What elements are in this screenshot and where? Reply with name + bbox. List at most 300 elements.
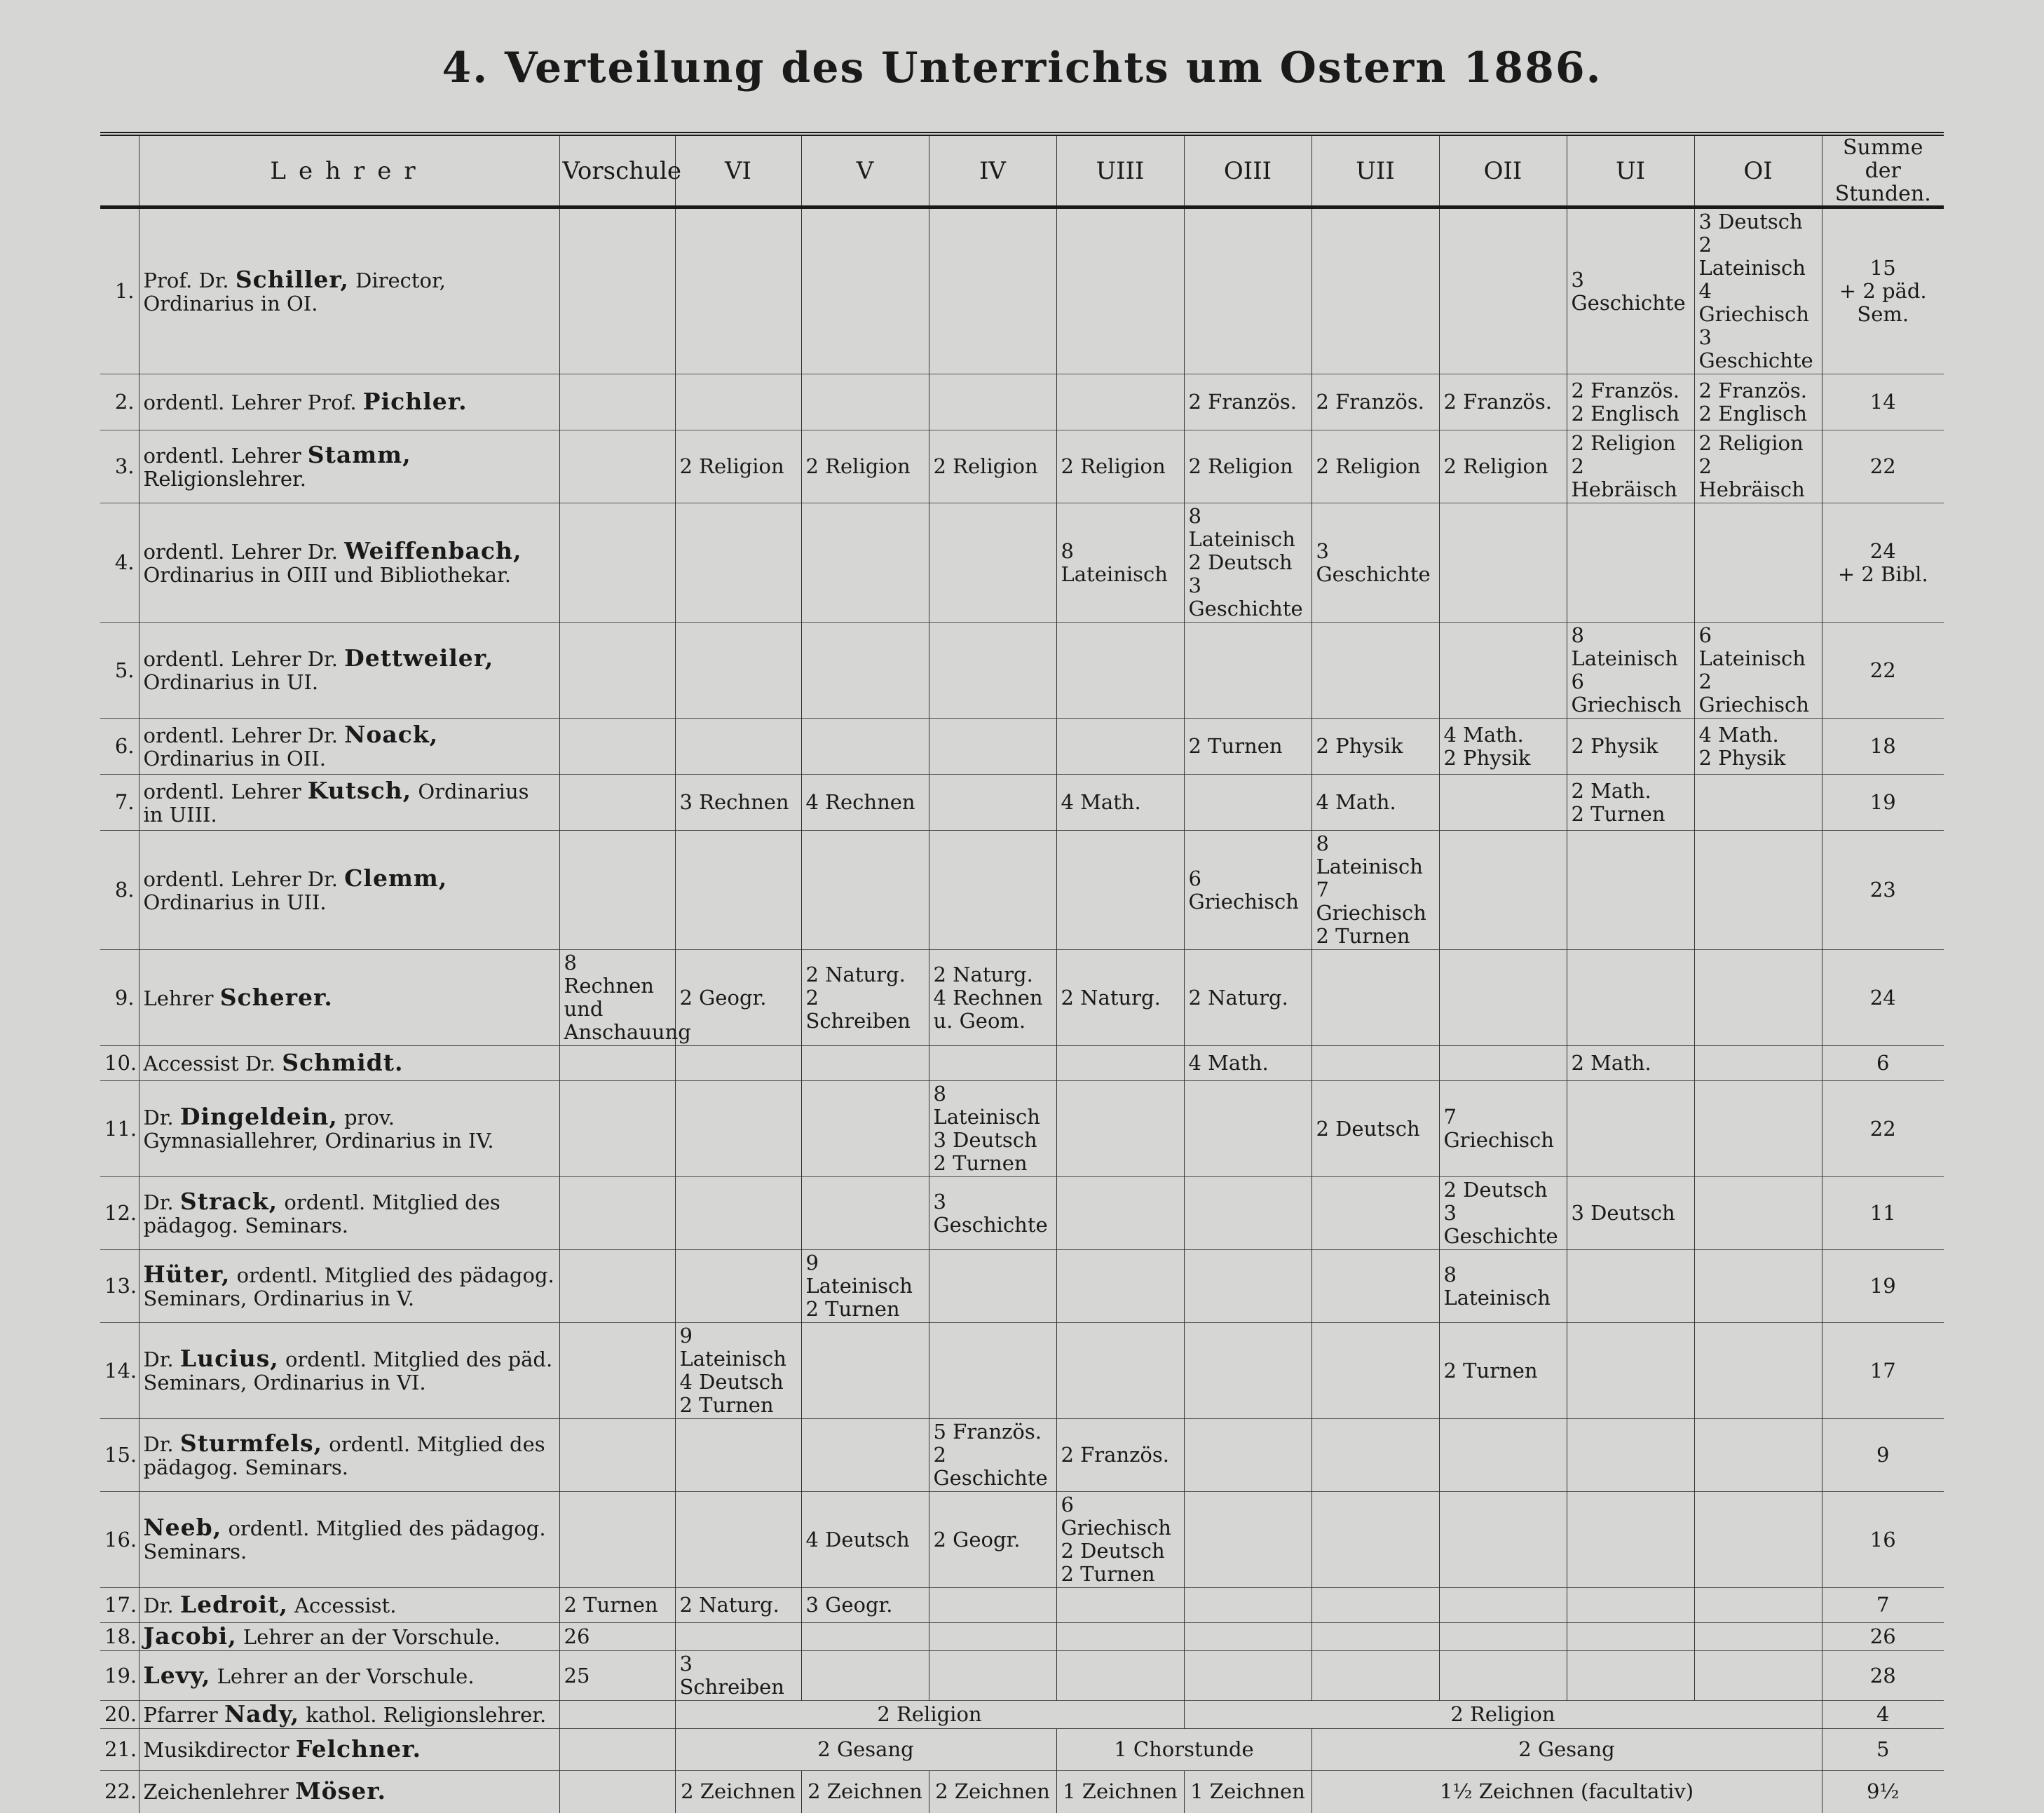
lesson-cell: [1567, 1492, 1694, 1588]
lesson-cell: 6 Griechisch: [1184, 831, 1311, 950]
lesson-cell: [675, 1081, 801, 1177]
lesson-cell: [801, 208, 929, 374]
lesson-cell: 1 Chorstunde: [1056, 1729, 1311, 1771]
lesson-cell: [1311, 1177, 1439, 1250]
hours-total: 15 + 2 päd. Sem.: [1822, 208, 1944, 374]
teacher-cell: [139, 719, 559, 775]
table-row: [100, 208, 1944, 374]
row-number: 11.: [100, 1081, 139, 1177]
lesson-cell: [1694, 831, 1822, 950]
lesson-cell: 2 Gesang: [1311, 1729, 1822, 1771]
teacher-description: ordentl. Mitglied des pädagog. Seminars.: [143, 1190, 500, 1237]
hours-total: 19: [1822, 775, 1944, 831]
lesson-cell: 3 Deutsch 2 Lateinisch 4 Griechisch 3 Geschichte: [1694, 208, 1822, 374]
teacher-cell: [139, 831, 559, 950]
lesson-cell: 2 Math.: [1567, 1046, 1694, 1081]
teacher-name: Weiffenbach,: [344, 536, 522, 564]
row-number: 18.: [100, 1623, 139, 1651]
lesson-cell: [929, 775, 1056, 831]
teacher-prefix: ordentl. Lehrer Dr.: [143, 723, 338, 747]
teacher-name: Pichler.: [362, 388, 468, 415]
lesson-cell: [1056, 623, 1184, 719]
lesson-cell: [1439, 950, 1567, 1046]
lesson-cell: [1184, 775, 1311, 831]
teacher-name: Möser.: [295, 1777, 387, 1805]
lesson-cell: [675, 831, 801, 950]
lesson-cell: [929, 1623, 1056, 1651]
lesson-cell: [559, 1729, 675, 1771]
lesson-cell: [1439, 1419, 1567, 1492]
teacher-prefix: Pfarrer: [143, 1703, 218, 1727]
lesson-cell: [675, 374, 801, 430]
column-header: VI: [675, 134, 801, 208]
lesson-cell: [1694, 1419, 1822, 1492]
lesson-cell: 2 Religion: [675, 1701, 1184, 1729]
lesson-cell: 2 Religion: [1184, 1701, 1822, 1729]
teacher-description: Director, Ordinarius in OI.: [143, 268, 446, 315]
lesson-cell: 2 Religion: [801, 430, 929, 503]
column-header: UI: [1567, 134, 1694, 208]
row-number: 12.: [100, 1177, 139, 1250]
lesson-cell: [559, 208, 675, 374]
table-row: [100, 1701, 1944, 1729]
teacher-cell: [139, 430, 559, 503]
lesson-cell: 2 Französ. 2 Englisch: [1567, 374, 1694, 430]
table-row: [100, 1771, 1944, 1813]
lesson-cell: [1567, 1081, 1694, 1177]
lesson-cell: 2 Französ.: [1439, 374, 1567, 430]
teacher-cell: [139, 1588, 559, 1623]
lesson-cell: [1311, 1651, 1439, 1701]
lesson-cell: [929, 1588, 1056, 1623]
lesson-cell: [1311, 1046, 1439, 1081]
teacher-cell: [139, 623, 559, 719]
lesson-cell: [559, 1081, 675, 1177]
lesson-cell: 9 Lateinisch 4 Deutsch 2 Turnen: [675, 1323, 801, 1419]
lesson-cell: [1056, 831, 1184, 950]
lesson-cell: [801, 1651, 929, 1701]
lesson-cell: 5 Französ. 2 Geschichte: [929, 1419, 1056, 1492]
teacher-cell: [139, 1701, 559, 1729]
lesson-cell: 2 Religion: [1311, 430, 1439, 503]
lesson-cell: [801, 1419, 929, 1492]
hours-total: 6: [1822, 1046, 1944, 1081]
teacher-prefix: ordentl. Lehrer Dr.: [143, 647, 338, 671]
lesson-cell: [1439, 503, 1567, 623]
row-number: 20.: [100, 1701, 139, 1729]
lesson-cell: [675, 503, 801, 623]
lesson-cell: [559, 1771, 675, 1813]
page-title: 4. Verteilung des Unterrichts um Ostern 1886.: [442, 43, 1602, 93]
teacher-cell: [139, 1250, 559, 1323]
table-row: [100, 1651, 1944, 1701]
lesson-cell: [559, 1046, 675, 1081]
teacher-cell: [139, 1177, 559, 1250]
lesson-cell: [559, 775, 675, 831]
table-row: [100, 374, 1944, 430]
lesson-cell: [1184, 1419, 1311, 1492]
lesson-cell: [1439, 1588, 1567, 1623]
teacher-name: Felchner.: [295, 1735, 421, 1763]
lesson-cell: 2 Französ.: [1311, 374, 1439, 430]
teacher-cell: [139, 503, 559, 623]
lesson-cell: [1056, 1046, 1184, 1081]
lesson-cell: [1567, 1250, 1694, 1323]
lesson-cell: [1184, 1081, 1311, 1177]
teacher-name: Schiller,: [235, 265, 349, 293]
lesson-cell: [1694, 775, 1822, 831]
teacher-description: Ordinarius in OII.: [143, 746, 326, 770]
lesson-cell: 2 Religion: [1439, 430, 1567, 503]
row-number: 4.: [100, 503, 139, 623]
column-header: IV: [929, 134, 1056, 208]
lesson-cell: [559, 1323, 675, 1419]
schedule-table: [100, 132, 1944, 1813]
teacher-name: Noack,: [344, 720, 439, 748]
lesson-cell: 2 Naturg.: [1056, 950, 1184, 1046]
hours-total: 22: [1822, 1081, 1944, 1177]
lesson-cell: [929, 208, 1056, 374]
teacher-cell: [139, 1492, 559, 1588]
teacher-cell: [139, 374, 559, 430]
lesson-cell: [559, 430, 675, 503]
teacher-description: Ordinarius in UI.: [143, 670, 319, 694]
row-number: 2.: [100, 374, 139, 430]
lesson-cell: 2 Französ.: [1184, 374, 1311, 430]
lesson-cell: 8 Lateinisch 2 Deutsch 3 Geschichte: [1184, 503, 1311, 623]
teacher-name: Jacobi,: [143, 1622, 237, 1650]
lesson-cell: 2 Religion 2 Hebräisch: [1694, 430, 1822, 503]
teacher-prefix: ordentl. Lehrer Dr.: [143, 867, 338, 891]
lesson-cell: 2 Französ. 2 Englisch: [1694, 374, 1822, 430]
teacher-description: ordentl. Mitglied des pädagog. Seminars.: [143, 1432, 545, 1479]
lesson-cell: [929, 831, 1056, 950]
teacher-name: Clemm,: [344, 864, 448, 892]
lesson-cell: [559, 1250, 675, 1323]
column-header: OI: [1694, 134, 1822, 208]
table-row: [100, 1623, 1944, 1651]
table-row: [100, 1177, 1944, 1250]
lesson-cell: [1184, 1492, 1311, 1588]
lesson-cell: [1056, 1323, 1184, 1419]
lesson-cell: [1439, 831, 1567, 950]
teacher-prefix: Dr.: [143, 1190, 174, 1214]
lesson-cell: 2 Religion 2 Hebräisch: [1567, 430, 1694, 503]
lesson-cell: [1694, 503, 1822, 623]
lesson-cell: 2 Geogr.: [675, 950, 801, 1046]
lesson-cell: 4 Rechnen: [801, 775, 929, 831]
lesson-cell: [1056, 1588, 1184, 1623]
row-number: 13.: [100, 1250, 139, 1323]
lesson-cell: [1056, 1081, 1184, 1177]
teacher-cell: [139, 208, 559, 374]
lesson-cell: [801, 831, 929, 950]
teacher-cell: [139, 1081, 559, 1177]
lesson-cell: 8 Lateinisch: [1056, 503, 1184, 623]
lesson-cell: 2 Math. 2 Turnen: [1567, 775, 1694, 831]
lesson-cell: [1311, 1419, 1439, 1492]
lesson-cell: [1056, 374, 1184, 430]
lesson-cell: [929, 1651, 1056, 1701]
lesson-cell: [559, 1492, 675, 1588]
table-row: [100, 1419, 1944, 1492]
teacher-prefix: Lehrer: [143, 986, 214, 1010]
lesson-cell: [1567, 1323, 1694, 1419]
teacher-cell: [139, 1323, 559, 1419]
teacher-cell: [139, 1046, 559, 1081]
teacher-cell: [139, 1419, 559, 1492]
lesson-cell: 3 Deutsch: [1567, 1177, 1694, 1250]
teacher-name: Ledroit,: [179, 1591, 288, 1618]
lesson-cell: [801, 1177, 929, 1250]
teacher-name: Kutsch,: [307, 776, 412, 804]
row-number: 22.: [100, 1771, 139, 1813]
lesson-cell: 2 Religion: [929, 430, 1056, 503]
lesson-cell: [1439, 1623, 1567, 1651]
teacher-prefix: ordentl. Lehrer: [143, 779, 301, 803]
lesson-cell: 3 Geogr.: [801, 1588, 929, 1623]
lesson-cell: 2 Zeichnen: [801, 1771, 929, 1813]
lesson-cell: 2 Deutsch: [1311, 1081, 1439, 1177]
lesson-cell: 8 Lateinisch: [1439, 1250, 1567, 1323]
lesson-cell: [1567, 1588, 1694, 1623]
lesson-cell: 2 Physik: [1567, 719, 1694, 775]
lesson-cell: [1311, 1492, 1439, 1588]
table-row: [100, 1250, 1944, 1323]
lesson-cell: 8 Lateinisch 7 Griechisch 2 Turnen: [1311, 831, 1439, 950]
lesson-cell: 3 Geschichte: [1567, 208, 1694, 374]
lesson-cell: [559, 1419, 675, 1492]
hours-total: 22: [1822, 430, 1944, 503]
hours-total: 5: [1822, 1729, 1944, 1771]
column-header: OII: [1439, 134, 1567, 208]
lesson-cell: 26: [559, 1623, 675, 1651]
lesson-cell: 4 Math. 2 Physik: [1439, 719, 1567, 775]
lesson-cell: [559, 1177, 675, 1250]
row-number: 6.: [100, 719, 139, 775]
teacher-prefix: ordentl. Lehrer: [143, 443, 301, 468]
lesson-cell: [1311, 623, 1439, 719]
lesson-cell: [801, 623, 929, 719]
teacher-description: Lehrer an der Vorschule.: [217, 1664, 475, 1688]
lesson-cell: [929, 503, 1056, 623]
hours-total: 14: [1822, 374, 1944, 430]
lesson-cell: [1694, 1046, 1822, 1081]
lesson-cell: [1694, 950, 1822, 1046]
lesson-cell: [1056, 208, 1184, 374]
lesson-cell: [1694, 1492, 1822, 1588]
lesson-cell: [801, 1623, 929, 1651]
lesson-cell: [1056, 1177, 1184, 1250]
lesson-cell: [1694, 1323, 1822, 1419]
column-header: OIII: [1184, 134, 1311, 208]
table-row: [100, 950, 1944, 1046]
lesson-cell: [1184, 1623, 1311, 1651]
lesson-cell: 4 Math.: [1184, 1046, 1311, 1081]
lesson-cell: 1½ Zeichnen (facultativ): [1311, 1771, 1822, 1813]
header-number: [100, 134, 139, 208]
lesson-cell: [675, 1623, 801, 1651]
row-number: 5.: [100, 623, 139, 719]
lesson-cell: 2 Turnen: [1184, 719, 1311, 775]
lesson-cell: [1439, 1046, 1567, 1081]
teacher-cell: [139, 1729, 559, 1771]
lesson-cell: [1311, 208, 1439, 374]
table-row: [100, 623, 1944, 719]
teacher-prefix: Dr.: [143, 1432, 174, 1456]
teacher-description: Ordinarius in UII.: [143, 890, 327, 914]
lesson-cell: [675, 1492, 801, 1588]
lesson-cell: 4 Math. 2 Physik: [1694, 719, 1822, 775]
lesson-cell: [1311, 1623, 1439, 1651]
lesson-cell: [1184, 208, 1311, 374]
lesson-cell: [559, 623, 675, 719]
lesson-cell: 8 Rechnen und Anschauung: [559, 950, 675, 1046]
teacher-prefix: Zeichenlehrer: [143, 1780, 289, 1805]
column-header: V: [801, 134, 929, 208]
lesson-cell: [1184, 1588, 1311, 1623]
teacher-cell: [139, 775, 559, 831]
hours-total: 16: [1822, 1492, 1944, 1588]
lesson-cell: [801, 1046, 929, 1081]
lesson-cell: [675, 1419, 801, 1492]
row-number: 9.: [100, 950, 139, 1046]
lesson-cell: [1311, 950, 1439, 1046]
lesson-cell: 7 Griechisch: [1439, 1081, 1567, 1177]
teacher-prefix: Musikdirector: [143, 1738, 289, 1762]
lesson-cell: [801, 1323, 929, 1419]
lesson-cell: [559, 374, 675, 430]
row-number: 10.: [100, 1046, 139, 1081]
lesson-cell: [1567, 1651, 1694, 1701]
hours-total: 28: [1822, 1651, 1944, 1701]
teacher-description: Accessist.: [294, 1594, 397, 1617]
lesson-cell: [1694, 1651, 1822, 1701]
lesson-cell: [1567, 503, 1694, 623]
lesson-cell: [929, 623, 1056, 719]
lesson-cell: [1567, 1623, 1694, 1651]
lesson-cell: 3 Geschichte: [1311, 503, 1439, 623]
lesson-cell: [1184, 1250, 1311, 1323]
lesson-cell: 4 Math.: [1056, 775, 1184, 831]
lesson-cell: 2 Naturg.: [1184, 950, 1311, 1046]
table-row: [100, 1588, 1944, 1623]
lesson-cell: 2 Naturg. 2 Schreiben: [801, 950, 929, 1046]
teacher-prefix: Dr.: [143, 1594, 174, 1617]
lesson-cell: 4 Deutsch: [801, 1492, 929, 1588]
lesson-cell: 2 Naturg.: [675, 1588, 801, 1623]
teacher-name: Neeb,: [143, 1514, 222, 1541]
lesson-cell: [675, 623, 801, 719]
row-number: 17.: [100, 1588, 139, 1623]
lesson-cell: 2 Turnen: [559, 1588, 675, 1623]
lesson-cell: 1 Zeichnen: [1056, 1771, 1184, 1813]
table-row: [100, 1081, 1944, 1177]
lesson-cell: [1439, 1651, 1567, 1701]
lesson-cell: [801, 719, 929, 775]
teacher-name: Nady,: [224, 1700, 300, 1727]
lesson-cell: [1439, 775, 1567, 831]
teacher-description: Lehrer an der Vorschule.: [243, 1625, 500, 1649]
schedule-table-wrap: [100, 132, 1944, 1813]
lesson-cell: [801, 374, 929, 430]
teacher-description: ordentl. Mitglied des päd. Seminars, Ordinarius in VI.: [143, 1347, 553, 1394]
teacher-name: Stamm,: [307, 440, 411, 468]
lesson-cell: [1567, 831, 1694, 950]
teacher-description: ordentl. Mitglied des pädagog. Seminars.: [143, 1516, 546, 1563]
lesson-cell: [675, 1250, 801, 1323]
row-number: 3.: [100, 430, 139, 503]
teacher-prefix: Prof. Dr.: [143, 268, 229, 292]
hours-total: 22: [1822, 623, 1944, 719]
hours-total: 18: [1822, 719, 1944, 775]
lesson-cell: 3 Rechnen: [675, 775, 801, 831]
table-row: [100, 1323, 1944, 1419]
table-row: [100, 1046, 1944, 1081]
teacher-name: Levy,: [143, 1661, 211, 1689]
teacher-name: Strack,: [179, 1187, 278, 1215]
lesson-cell: 2 Deutsch 3 Geschichte: [1439, 1177, 1567, 1250]
row-number: 1.: [100, 208, 139, 374]
lesson-cell: [929, 1323, 1056, 1419]
lesson-cell: [1311, 1250, 1439, 1323]
lesson-cell: [929, 719, 1056, 775]
table-row: [100, 503, 1944, 623]
hours-total: 9½: [1822, 1771, 1944, 1813]
hours-total: 24: [1822, 950, 1944, 1046]
header-row: [100, 134, 1944, 208]
lesson-cell: [559, 503, 675, 623]
lesson-cell: [1056, 1651, 1184, 1701]
hours-total: 23: [1822, 831, 1944, 950]
lesson-cell: [1311, 1588, 1439, 1623]
lesson-cell: 2 Geogr.: [929, 1492, 1056, 1588]
teacher-prefix: Dr.: [143, 1347, 174, 1371]
lesson-cell: 2 Naturg. 4 Rechnen u. Geom.: [929, 950, 1056, 1046]
row-number: 7.: [100, 775, 139, 831]
teacher-cell: [139, 1623, 559, 1651]
lesson-cell: [559, 1701, 675, 1729]
hours-total: 7: [1822, 1588, 1944, 1623]
lesson-cell: 3 Geschichte: [929, 1177, 1056, 1250]
row-number: 16.: [100, 1492, 139, 1588]
column-header: UIII: [1056, 134, 1184, 208]
lesson-cell: 2 Physik: [1311, 719, 1439, 775]
lesson-cell: [1694, 1623, 1822, 1651]
lesson-cell: 6 Griechisch 2 Deutsch 2 Turnen: [1056, 1492, 1184, 1588]
lesson-cell: [929, 1046, 1056, 1081]
lesson-cell: 6 Lateinisch 2 Griechisch: [1694, 623, 1822, 719]
lesson-cell: 4 Math.: [1311, 775, 1439, 831]
teacher-description: prov. Gymnasiallehrer, Ordinarius in IV.: [143, 1106, 494, 1153]
row-number: 8.: [100, 831, 139, 950]
lesson-cell: [801, 1081, 929, 1177]
lesson-cell: 2 Religion: [1056, 430, 1184, 503]
lesson-cell: [1184, 1651, 1311, 1701]
lesson-cell: 25: [559, 1651, 675, 1701]
teacher-prefix: Dr.: [143, 1106, 174, 1129]
hours-total: 11: [1822, 1177, 1944, 1250]
column-header: Lehrer: [139, 134, 559, 208]
lesson-cell: [1056, 1250, 1184, 1323]
table-row: [100, 1492, 1944, 1588]
lesson-cell: 3 Schreiben: [675, 1651, 801, 1701]
table-row: [100, 1729, 1944, 1771]
lesson-cell: [929, 374, 1056, 430]
row-number: 14.: [100, 1323, 139, 1419]
lesson-cell: [559, 719, 675, 775]
lesson-cell: [1056, 1623, 1184, 1651]
